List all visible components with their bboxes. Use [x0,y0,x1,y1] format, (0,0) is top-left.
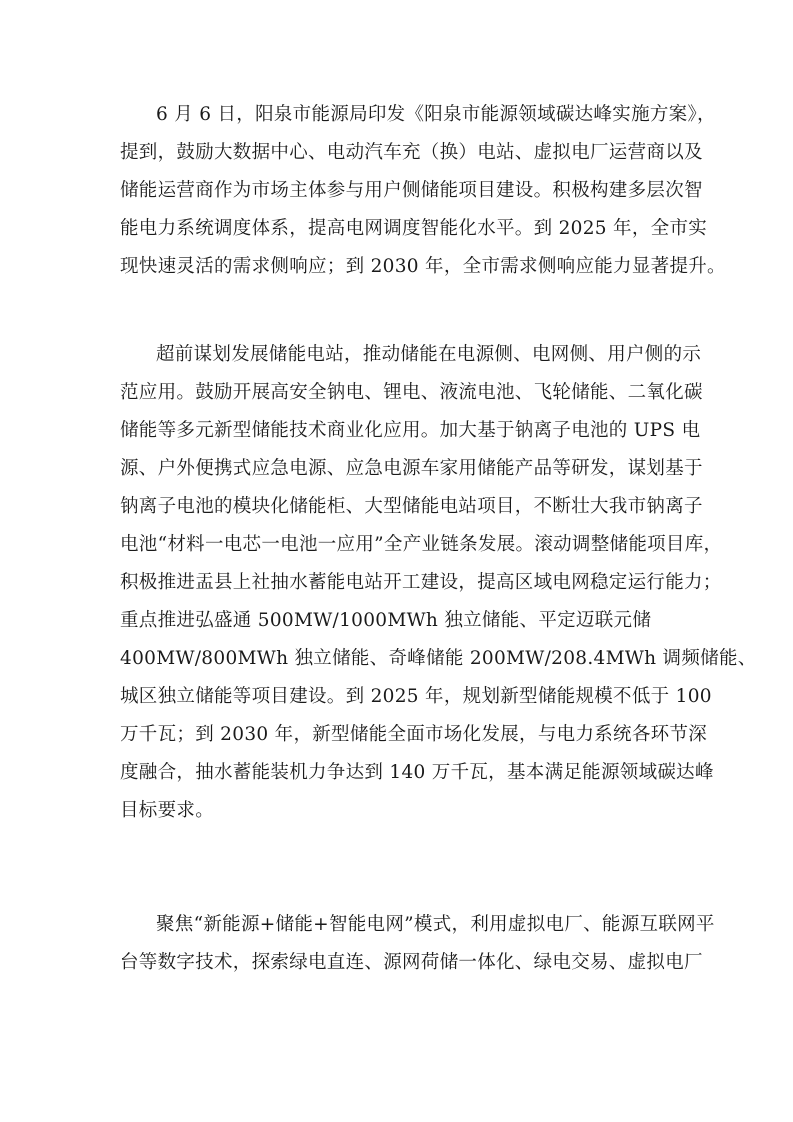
paragraph-1 [120,96,726,286]
paragraph-line: 能电力系统调度体系，提高电网调度智能化水平。到 2025 年，全市实 [120,218,708,239]
paragraph-line: 聚焦“新能源+储能+智能电网”模式，利用虚拟电厂、能源互联网平 [156,914,715,935]
paragraph-line: 提到，鼓励大数据中心、电动汽车充（换）电站、虚拟电厂运营商以及 [120,142,703,163]
paragraph-3 [120,906,715,982]
paragraph-line: 万千瓦；到 2030 年，新型储能全面市场化发展，与电力系统各环节深 [120,724,708,745]
paragraph-line: 电池“材料一电芯一电池一应用”全产业链条发展。滚动调整储能项目库， [120,534,723,555]
paragraph-line: 储能运营商作为市场主体参与用户侧储能项目建设。积极构建多层次智 [120,180,703,201]
paragraph-line: 源、户外便携式应急电源、应急电源车家用储能产品等研发，谋划基于 [120,458,703,479]
paragraph-line: 超前谋划发展储能电站，推动储能在电源侧、电网侧、用户侧的示 [156,344,702,365]
paragraph-2 [120,336,757,830]
paragraph-line: 积极推进盂县上社抽水蓄能电站开工建设，提高区域电网稳定运行能力； [120,572,722,593]
paragraph-line: 400MW/800MWh 独立储能、奇峰储能 200MW/208.4MWh 调频储能、 [120,648,757,669]
paragraph-line: 城区独立储能等项目建设。到 2025 年，规划新型储能规模不低于 100 [120,686,712,707]
paragraph-line: 目标要求。 [120,800,215,821]
paragraph-line: 钠离子电池的模块化储能柜、大型储能电站项目，不断壮大我市钠离子 [120,496,703,517]
paragraph-line: 台等数字技术，探索绿电直连、源网荷储一体化、绿电交易、虚拟电厂 [120,952,703,973]
paragraph-line: 现快速灵活的需求侧响应；到 2030 年，全市需求侧响应能力显著提升。 [120,256,726,277]
paragraph-line: 6 月 6 日，阳泉市能源局印发《阳泉市能源领域碳达峰实施方案》， [156,104,716,125]
paragraph-line: 度融合，抽水蓄能装机力争达到 140 万千瓦，基本满足能源领域碳达峰 [120,762,714,783]
paragraph-line: 重点推进弘盛通 500MW/1000MWh 独立储能、平定迈联元储 [120,610,652,631]
paragraph-line: 范应用。鼓励开展高安全钠电、锂电、液流电池、飞轮储能、二氧化碳 [120,382,703,403]
paragraph-line: 储能等多元新型储能技术商业化应用。加大基于钠离子电池的 UPS 电 [120,420,701,441]
